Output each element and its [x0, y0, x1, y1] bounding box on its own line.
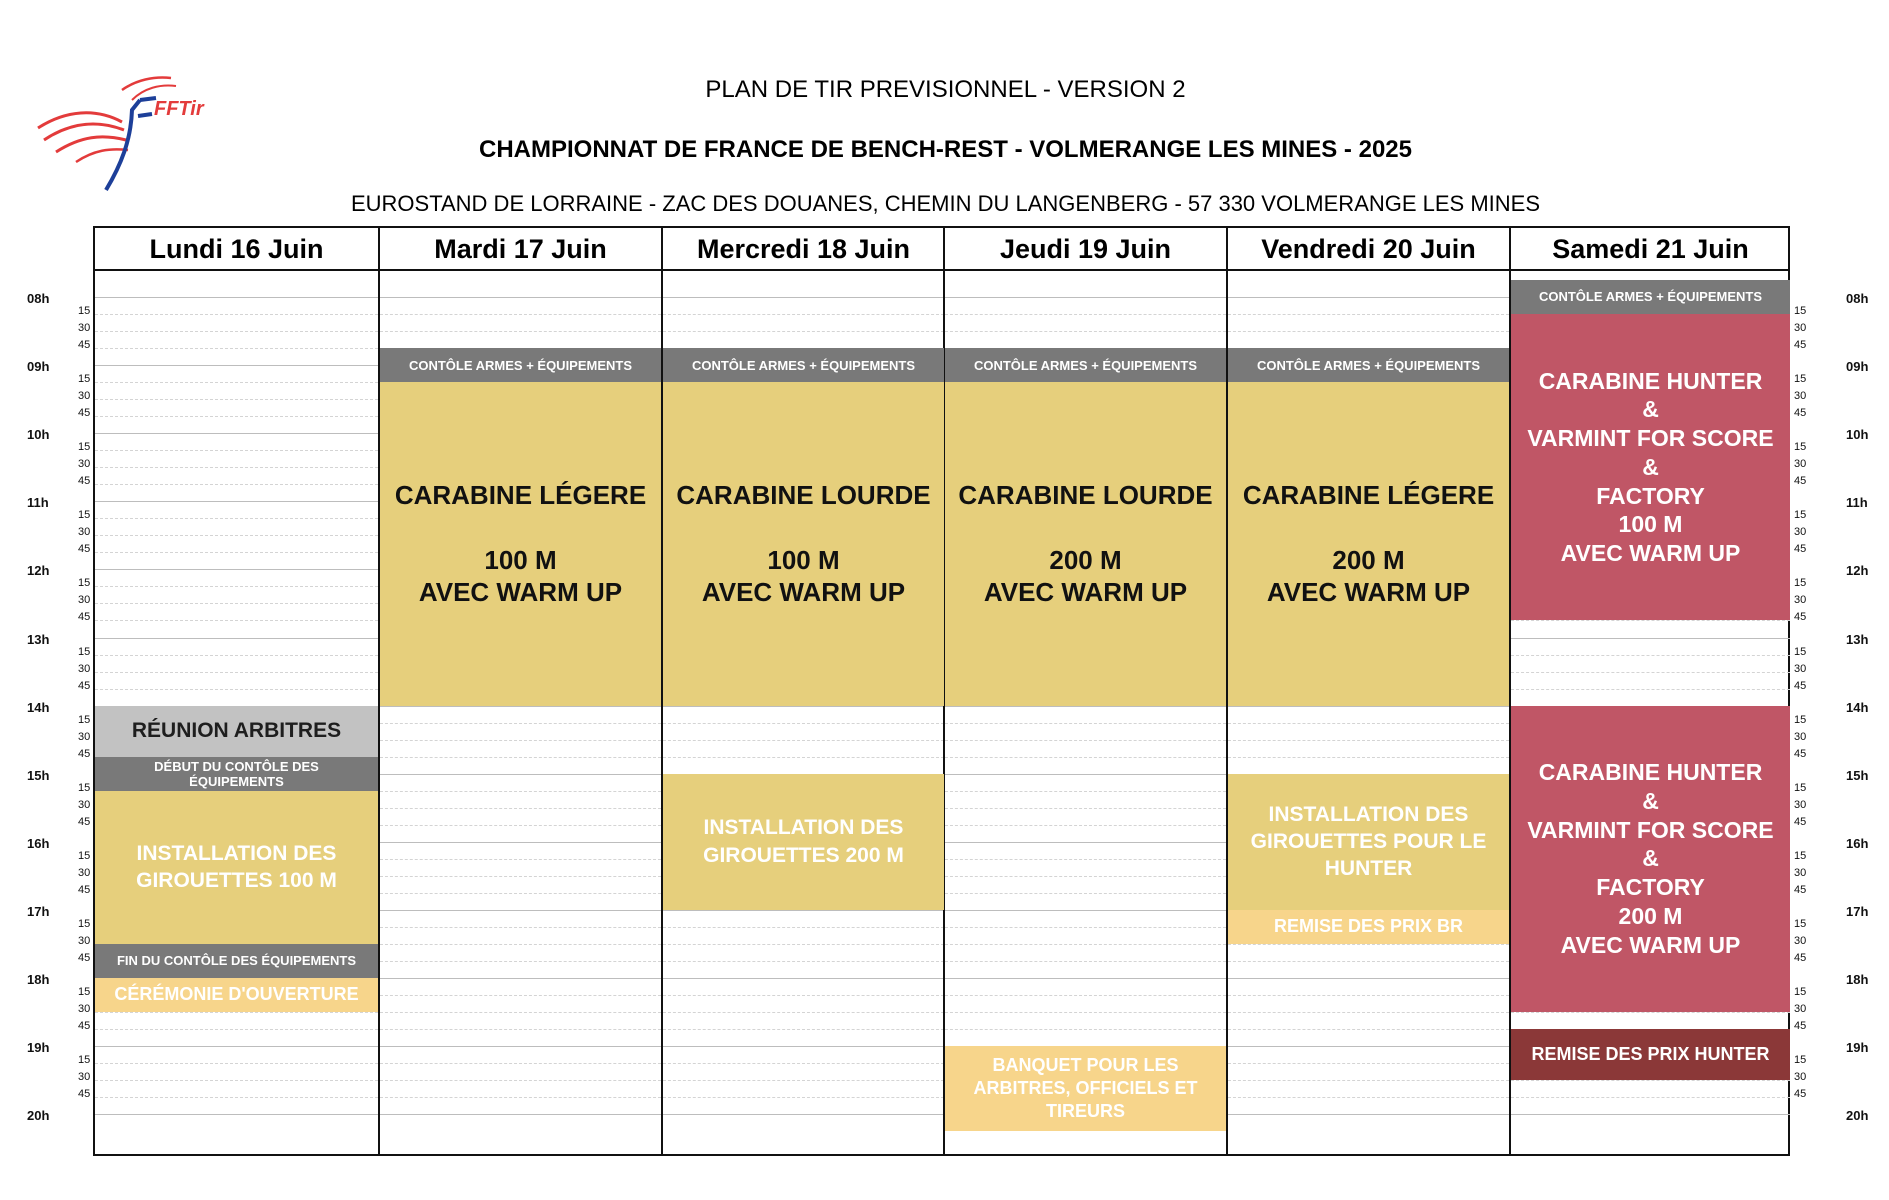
quarter-label: 45 [78, 679, 91, 692]
svg-text:FFTir: FFTir [154, 98, 204, 120]
grid-line [95, 638, 378, 639]
day-column [95, 228, 378, 1154]
grid-line [380, 893, 661, 894]
grid-line [380, 961, 661, 962]
hour-label: 08h [1846, 291, 1869, 306]
grid-line [945, 859, 1226, 860]
grid-line [945, 297, 1226, 298]
grid-line [380, 1029, 661, 1030]
grid-line [663, 297, 944, 298]
schedule-event [945, 1046, 1226, 1131]
grid-line [1511, 1114, 1790, 1115]
grid-line [1228, 1046, 1509, 1047]
event-label: RÉUNION ARBITRES [131, 719, 342, 743]
quarter-label: 30 [1794, 458, 1807, 471]
quarter-label: 15 [78, 509, 91, 522]
grid-line [1228, 757, 1509, 758]
event-label: CARABINE LOURDE 100 M AVEC WARM UP [676, 479, 931, 608]
quarter-label: 15 [1794, 917, 1807, 930]
day-header: Mercredi 18 Juin [663, 228, 944, 271]
quarter-label: 15 [78, 986, 91, 999]
grid-line [95, 552, 378, 553]
grid-line [95, 535, 378, 536]
page-title: PLAN DE TIR PREVISIONNEL - VERSION 2 [705, 76, 1186, 103]
grid-line [945, 995, 1226, 996]
quarter-label: 15 [78, 373, 91, 386]
hour-label: 16h [27, 835, 50, 851]
event-label: REMISE DES PRIX HUNTER [1531, 1044, 1770, 1065]
quarter-label: 30 [1794, 934, 1807, 947]
quarter-label: 30 [78, 662, 91, 675]
grid-line [1228, 978, 1509, 979]
grid-line [1228, 331, 1509, 332]
grid-line [663, 978, 944, 979]
schedule-event [1511, 314, 1790, 620]
quarter-label: 45 [78, 475, 91, 488]
event-label: INSTALLATION DES GIROUETTES 200 M [703, 816, 904, 867]
hour-label: 14h [1846, 699, 1869, 715]
quarter-label: 30 [1794, 662, 1807, 675]
quarter-label: 45 [78, 747, 91, 760]
event-label: CARABINE HUNTER & VARMINT FOR SCORE & FACTORY 100 M AVEC WARM UP [1527, 367, 1774, 567]
hour-label: 20h [27, 1108, 50, 1124]
hour-label: 18h [27, 972, 50, 987]
grid-line [945, 706, 1226, 707]
grid-line [945, 927, 1226, 928]
grid-line [95, 1097, 378, 1098]
schedule-event [95, 757, 378, 791]
grid-line [1228, 1029, 1509, 1030]
grid-line [95, 689, 378, 690]
hour-label: 08h [27, 291, 50, 306]
grid-line [380, 740, 661, 741]
quarter-label: 30 [78, 594, 91, 607]
quarter-label: 15 [78, 441, 91, 454]
grid-line [663, 314, 944, 315]
event-label: CÉRÉMONIE D'OUVERTURE [114, 984, 359, 1005]
quarter-label: 15 [78, 305, 91, 318]
quarter-label: 15 [1794, 713, 1807, 726]
event-label: CARABINE LOURDE 200 M AVEC WARM UP [958, 479, 1213, 608]
quarter-label: 45 [1794, 407, 1807, 420]
quarter-label: 45 [78, 407, 91, 420]
quarter-label: 30 [78, 458, 91, 471]
hour-label: 18h [1846, 972, 1869, 987]
grid-line [95, 382, 378, 383]
grid-line [663, 1114, 944, 1115]
quarter-label: 15 [78, 713, 91, 726]
hour-label: 15h [1846, 767, 1869, 783]
event-label: DÉBUT DU CONTÔLE DES ÉQUIPEMENTS [154, 758, 319, 789]
quarter-label: 45 [1794, 1088, 1807, 1101]
grid-line [1228, 995, 1509, 996]
quarter-label: 45 [1794, 475, 1807, 488]
grid-line [380, 1063, 661, 1064]
quarter-label: 30 [1794, 526, 1807, 539]
quarter-label: 15 [1794, 509, 1807, 522]
grid-line [380, 774, 661, 775]
grid-line [380, 944, 661, 945]
grid-line [95, 297, 378, 298]
grid-line [95, 484, 378, 485]
quarter-label: 30 [78, 798, 91, 811]
quarter-label: 15 [1794, 1054, 1807, 1067]
grid-line [1228, 1114, 1509, 1115]
quarter-label: 15 [1794, 441, 1807, 454]
grid-line [95, 518, 378, 519]
quarter-label: 45 [1794, 611, 1807, 624]
grid-line [380, 910, 661, 911]
grid-line [1228, 314, 1509, 315]
grid-line [945, 961, 1226, 962]
grid-line [1228, 961, 1509, 962]
quarter-label: 45 [1794, 543, 1807, 556]
grid-line [1228, 1080, 1509, 1081]
grid-line [95, 1012, 378, 1013]
quarter-label: 15 [78, 917, 91, 930]
grid-line [380, 876, 661, 877]
grid-line [380, 331, 661, 332]
grid-line [945, 314, 1226, 315]
schedule-event [1228, 382, 1509, 705]
grid-line [1511, 672, 1790, 673]
grid-line [380, 995, 661, 996]
quarter-label: 15 [1794, 645, 1807, 658]
grid-line [663, 1080, 944, 1081]
schedule-event [663, 348, 944, 382]
grid-line [1511, 655, 1790, 656]
quarter-label: 45 [78, 1020, 91, 1033]
event-label: INSTALLATION DES GIROUETTES POUR LE HUNTER [1250, 802, 1487, 881]
schedule-event [1511, 706, 1790, 1012]
grid-line [380, 297, 661, 298]
grid-line [95, 655, 378, 656]
grid-line [380, 808, 661, 809]
quarter-label: 45 [78, 951, 91, 964]
grid-line [1228, 706, 1509, 707]
grid-line [95, 433, 378, 434]
day-header: Jeudi 19 Juin [945, 228, 1226, 271]
grid-line [1228, 1012, 1509, 1013]
grid-line [663, 1063, 944, 1064]
schedule-event [1511, 1029, 1790, 1080]
grid-line [945, 910, 1226, 911]
grid-line [1511, 689, 1790, 690]
event-label: CONTÔLE ARMES + ÉQUIPEMENTS [408, 357, 633, 373]
quarter-label: 45 [1794, 747, 1807, 760]
grid-line [945, 944, 1226, 945]
grid-line [1511, 638, 1790, 639]
schedule-event [663, 382, 944, 705]
quarter-label: 45 [78, 1088, 91, 1101]
schedule-event [1228, 348, 1509, 382]
quarter-label: 45 [1794, 679, 1807, 692]
schedule-event [1511, 280, 1790, 314]
hour-label: 13h [1846, 631, 1869, 647]
schedule-event [95, 944, 378, 978]
quarter-label: 30 [1794, 1071, 1807, 1084]
event-label: CARABINE LÉGERE 100 M AVEC WARM UP [394, 479, 647, 608]
fftir-logo [36, 70, 226, 192]
schedule-event [945, 348, 1226, 382]
grid-line [1228, 723, 1509, 724]
grid-line [95, 1063, 378, 1064]
hour-label: 13h [27, 631, 50, 647]
day-header: Samedi 21 Juin [1511, 228, 1790, 271]
grid-line [380, 978, 661, 979]
quarter-label: 30 [78, 730, 91, 743]
grid-line [380, 757, 661, 758]
schedule-grid [93, 226, 1790, 1156]
grid-line [945, 791, 1226, 792]
quarter-label: 45 [1794, 883, 1807, 896]
grid-line [945, 825, 1226, 826]
quarter-label: 30 [1794, 594, 1807, 607]
day-header: Vendredi 20 Juin [1228, 228, 1509, 271]
grid-line [945, 1012, 1226, 1013]
grid-line [380, 1097, 661, 1098]
hour-label: 14h [27, 699, 50, 715]
event-label: CONTÔLE ARMES + ÉQUIPEMENTS [973, 357, 1198, 373]
schedule-event [95, 791, 378, 944]
grid-line [380, 314, 661, 315]
quarter-label: 15 [78, 645, 91, 658]
schedule-event [380, 348, 661, 382]
event-label: CARABINE HUNTER & VARMINT FOR SCORE & FACTORY 200 M AVEC WARM UP [1527, 759, 1774, 958]
hour-label: 19h [27, 1040, 50, 1056]
grid-line [95, 365, 378, 366]
hour-label: 10h [27, 427, 50, 443]
grid-line [663, 1046, 944, 1047]
grid-line [95, 1029, 378, 1030]
hour-label: 09h [27, 359, 50, 375]
grid-line [95, 620, 378, 621]
grid-line [380, 1046, 661, 1047]
hour-label: 19h [1846, 1040, 1869, 1056]
grid-line [663, 331, 944, 332]
rooster-logo-icon [36, 70, 226, 192]
quarter-label: 45 [78, 815, 91, 828]
schedule-event [95, 978, 378, 1012]
grid-line [380, 859, 661, 860]
event-label: BANQUET POUR LES ARBITRES, OFFICIELS ET TIREURS [973, 1054, 1198, 1122]
grid-line [95, 416, 378, 417]
grid-line [380, 723, 661, 724]
schedule-event [1228, 774, 1509, 910]
day-header: Lundi 16 Juin [95, 228, 378, 271]
quarter-label: 30 [78, 390, 91, 403]
grid-line [945, 876, 1226, 877]
quarter-label: 45 [78, 543, 91, 556]
quarter-label: 30 [78, 322, 91, 335]
grid-line [95, 399, 378, 400]
grid-line [1228, 297, 1509, 298]
grid-line [945, 1029, 1226, 1030]
quarter-label: 45 [78, 611, 91, 624]
quarter-label: 30 [1794, 390, 1807, 403]
grid-line [380, 791, 661, 792]
grid-line [945, 723, 1226, 724]
grid-line [95, 672, 378, 673]
grid-line [380, 825, 661, 826]
hour-label: 12h [27, 563, 50, 579]
hour-label: 10h [1846, 427, 1869, 443]
page-subtitle: CHAMPIONNAT DE FRANCE DE BENCH-REST - VOLMERANGE LES MINES - 2025 [479, 136, 1412, 163]
grid-line [663, 927, 944, 928]
grid-line [663, 1097, 944, 1098]
event-label: REMISE DES PRIX BR [1273, 916, 1464, 937]
quarter-label: 15 [78, 781, 91, 794]
event-label: INSTALLATION DES GIROUETTES 100 M [136, 842, 337, 893]
quarter-label: 15 [1794, 577, 1807, 590]
grid-line [945, 842, 1226, 843]
quarter-label: 15 [1794, 305, 1807, 318]
venue-address: EUROSTAND DE LORRAINE - ZAC DES DOUANES, CHEMIN DU LANGENBERG - 57 330 VOLMERANGE LES MINES [350, 191, 1541, 216]
event-label: CONTÔLE ARMES + ÉQUIPEMENTS [691, 357, 916, 373]
grid-line [95, 1046, 378, 1047]
hour-label: 11h [1846, 495, 1868, 511]
grid-line [663, 961, 944, 962]
hour-label: 17h [1846, 903, 1869, 919]
quarter-label: 30 [78, 1003, 91, 1016]
grid-line [945, 808, 1226, 809]
quarter-label: 45 [1794, 951, 1807, 964]
hour-label: 16h [1846, 835, 1869, 851]
grid-line [380, 1080, 661, 1081]
hour-label: 17h [27, 903, 50, 919]
quarter-label: 30 [78, 934, 91, 947]
quarter-label: 30 [78, 866, 91, 879]
grid-line [945, 774, 1226, 775]
schedule-event [1228, 910, 1509, 944]
grid-line [663, 740, 944, 741]
hour-label: 15h [27, 767, 50, 783]
grid-line [1228, 944, 1509, 945]
hour-label: 09h [1846, 359, 1869, 375]
grid-line [95, 1114, 378, 1115]
event-label: CONTÔLE ARMES + ÉQUIPEMENTS [1256, 357, 1481, 373]
grid-line [663, 944, 944, 945]
grid-line [380, 1012, 661, 1013]
grid-line [663, 910, 944, 911]
quarter-label: 30 [1794, 798, 1807, 811]
quarter-label: 30 [78, 526, 91, 539]
grid-line [663, 757, 944, 758]
grid-line [1511, 1097, 1790, 1098]
grid-line [380, 842, 661, 843]
grid-line [663, 706, 944, 707]
day-header: Mardi 17 Juin [380, 228, 661, 271]
quarter-label: 45 [1794, 339, 1807, 352]
schedule-event [380, 382, 661, 705]
quarter-label: 30 [1794, 866, 1807, 879]
grid-line [1511, 1080, 1790, 1081]
grid-line [95, 569, 378, 570]
grid-line [663, 1012, 944, 1013]
grid-line [945, 740, 1226, 741]
quarter-label: 15 [1794, 781, 1807, 794]
grid-line [95, 450, 378, 451]
grid-line [95, 1080, 378, 1081]
grid-line [380, 706, 661, 707]
grid-line [95, 603, 378, 604]
grid-line [945, 893, 1226, 894]
grid-line [945, 757, 1226, 758]
quarter-label: 30 [1794, 322, 1807, 335]
grid-line [1228, 1097, 1509, 1098]
grid-line [95, 467, 378, 468]
schedule-event [95, 706, 378, 757]
grid-line [95, 501, 378, 502]
grid-line [663, 1029, 944, 1030]
quarter-label: 30 [1794, 730, 1807, 743]
event-label: CARABINE LÉGERE 200 M AVEC WARM UP [1242, 479, 1495, 608]
grid-line [1511, 1012, 1790, 1013]
grid-line [945, 978, 1226, 979]
grid-line [95, 348, 378, 349]
quarter-label: 45 [1794, 815, 1807, 828]
quarter-label: 15 [1794, 849, 1807, 862]
hour-label: 20h [1846, 1108, 1869, 1124]
quarter-label: 45 [78, 883, 91, 896]
grid-line [1228, 740, 1509, 741]
grid-line [380, 927, 661, 928]
quarter-label: 15 [78, 1054, 91, 1067]
grid-line [95, 331, 378, 332]
hour-label: 12h [1846, 563, 1869, 579]
quarter-label: 15 [1794, 373, 1807, 386]
grid-line [95, 586, 378, 587]
hour-label: 11h [27, 495, 49, 511]
quarter-label: 15 [78, 577, 91, 590]
event-label: FIN DU CONTÔLE DES ÉQUIPEMENTS [116, 953, 357, 969]
grid-line [1228, 1063, 1509, 1064]
grid-line [380, 1114, 661, 1115]
schedule-event [945, 382, 1226, 705]
quarter-label: 30 [1794, 1003, 1807, 1016]
quarter-label: 45 [1794, 1020, 1807, 1033]
quarter-label: 45 [78, 339, 91, 352]
schedule-event [663, 774, 944, 910]
grid-line [95, 314, 378, 315]
quarter-label: 15 [1794, 986, 1807, 999]
grid-line [663, 995, 944, 996]
grid-line [1511, 620, 1790, 621]
grid-line [663, 723, 944, 724]
quarter-label: 30 [78, 1071, 91, 1084]
grid-line [945, 331, 1226, 332]
quarter-label: 15 [78, 849, 91, 862]
event-label: CONTÔLE ARMES + ÉQUIPEMENTS [1538, 289, 1763, 305]
